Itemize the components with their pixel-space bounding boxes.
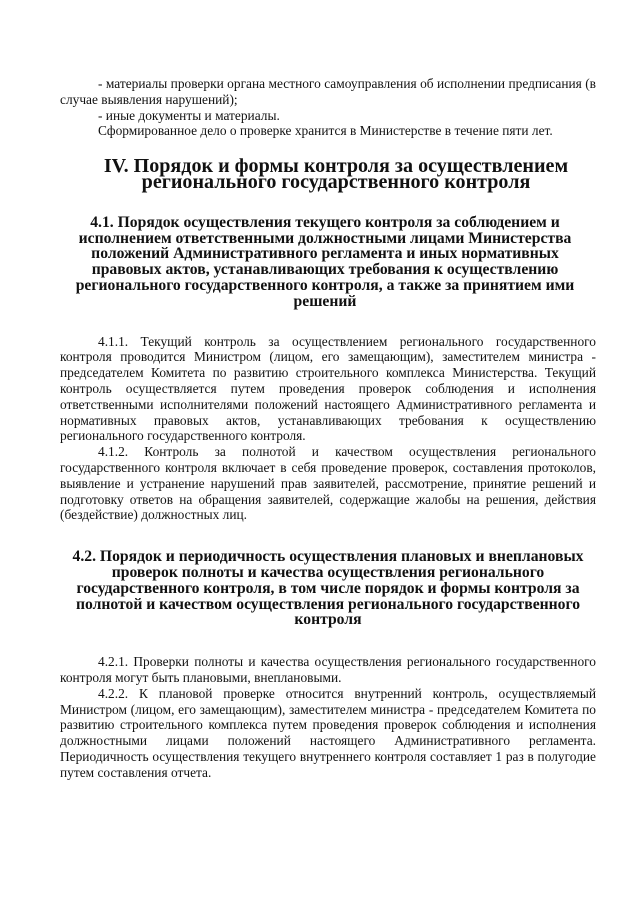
section-iv-heading: IV. Порядок и формы контроля за осуществлением регионального государственного контроля <box>103 155 569 193</box>
paragraph-4-1-2: 4.1.2. Контроль за полнотой и качеством осуществления регионального государственного контроля включает в себя проведение проверок, составления протоколов, выявление и устранение нарушений прав заявителей, рассмотрение, принятие решений и подготовку ответов на обращения заявителей, содержащие жалобы на решения, действия (бездействие) должностных лиц. <box>60 444 596 523</box>
section-4-1-heading: 4.1. Порядок осуществления текущего контроля за соблюдением и исполнением ответственными должностными лицами Министерства положений Административного регламента и иных нормативных правовых актов, устанавливающих требования к осуществлению регионального государственного контроля, а также за принятием ими решений <box>75 213 575 310</box>
paragraph-4-1-1: 4.1.1. Текущий контроль за осуществлением регионального государственного контроля проводится Министром (лицом, его замещающим), заместителем министра - председателем Комитета по развитию строительного комплекса Министерства. Текущий контроль осуществляется путем проведения проверок соблюдения и исполнения ответственными исполнителями положений настоящего Административного регламента и нормативных правовых актов, устанавливающих требования к осуществлению регионального государственного контроля. <box>60 333 596 444</box>
section-4-2-body <box>60 654 596 780</box>
section-4-1-body <box>60 334 596 524</box>
section-4-2-heading: 4.2. Порядок и периодичность осуществления плановых и внеплановых проверок полноты и качества осуществления регионального государственного контроля, в том числе порядок и формы контроля за полнотой и качеством осуществления регионального государственного контроля <box>72 548 584 629</box>
intro-line-materials: - материалы проверки органа местного самоуправления об исполнении предписания (в случае выявления нарушений); <box>60 76 596 107</box>
intro-line-other-docs: - иные документы и материалы. <box>98 107 280 123</box>
paragraph-4-2-1: 4.2.1. Проверки полноты и качества осуществления регионального государственного контроля могут быть плановыми, внеплановыми. <box>60 654 596 685</box>
intro-block <box>60 76 596 139</box>
paragraph-4-2-2: 4.2.2. К плановой проверке относится внутренний контроль, осуществляемый Министром (лицом, его замещающим), заместителем министра - председателем Комитета по развитию строительного комплекса путем проведения проверок соблюдения и исполнения должностными лицами положений настоящего Административного регламента. Периодичность осуществления текущего внутреннего контроля составляет 1 раз в полугодие путем составления отчета. <box>60 685 596 780</box>
intro-line-storage: Сформированное дело о проверке хранится в Министерстве в течение пяти лет. <box>98 123 553 139</box>
